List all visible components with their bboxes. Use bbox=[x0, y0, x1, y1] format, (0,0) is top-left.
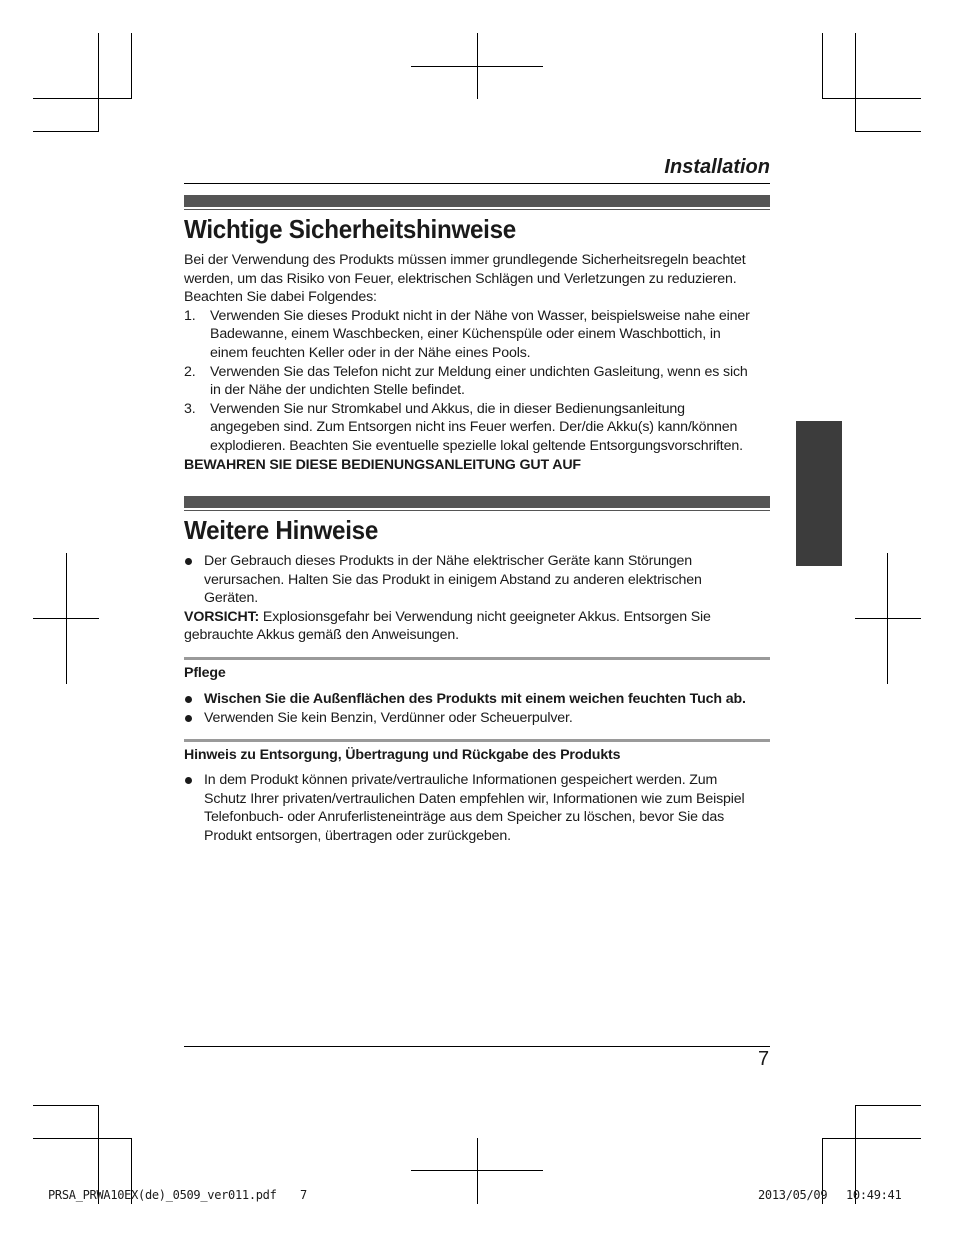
list-item bbox=[184, 690, 774, 709]
list-item bbox=[184, 400, 774, 456]
text-line: explodieren. Beachten Sie eventuelle spezielle lokal geltende Entsorgungsvorschriften. bbox=[210, 437, 743, 454]
text-line: Beachten Sie dabei Folgendes: bbox=[184, 289, 377, 306]
text-line: Verwenden Sie nur Stromkabel und Akkus, die in dieser Bedienungsanleitung bbox=[210, 400, 685, 417]
text-line: Verwenden Sie das Telefon nicht zur Meldung einer undichten Gasleitung, wenn es sich bbox=[210, 363, 748, 380]
bullet-icon bbox=[185, 777, 192, 784]
section-band bbox=[184, 195, 770, 207]
section-title-further: Weitere Hinweise bbox=[184, 515, 378, 545]
list-item bbox=[184, 552, 774, 608]
subsection-rule bbox=[184, 739, 770, 742]
text-line: werden, um das Risiko von Feuer, elektrischen Schlägen und Verletzungen zu reduzieren. bbox=[184, 270, 737, 287]
item-number: 1. bbox=[184, 307, 196, 324]
text-line: verursachen. Halten Sie das Produkt in einigem Abstand zu anderen elektrischen bbox=[204, 571, 702, 588]
footer-rule bbox=[184, 1046, 770, 1047]
safety-intro bbox=[184, 251, 774, 474]
text-line: Verwenden Sie dieses Produkt nicht in der Nähe von Wasser, beispielsweise nahe einer bbox=[210, 307, 750, 324]
text-line: Badewanne, einem Waschbecken, einer Küchenspüle oder einem Waschbottich, in bbox=[210, 326, 721, 343]
print-date: 2013/05/09 bbox=[758, 1188, 828, 1202]
running-header: Installation bbox=[664, 156, 770, 178]
header-rule bbox=[184, 183, 770, 184]
disposal-list bbox=[184, 771, 774, 845]
caution-line bbox=[184, 608, 774, 627]
text-line: angegeben sind. Zum Entsorgen nicht ins Feuer werfen. Der/die Akku(s) kann/können bbox=[210, 419, 738, 436]
text-line: Schutz Ihrer privaten/vertraulichen Daten empfehlen wir, Informationen wie zum Beispiel bbox=[204, 790, 745, 807]
further-notes bbox=[184, 552, 774, 645]
section-band-line bbox=[184, 209, 770, 210]
page-number: 7 bbox=[758, 1048, 770, 1070]
section-band bbox=[184, 496, 770, 508]
bullet-icon bbox=[185, 558, 192, 565]
text-line: einem feuchten Keller oder in der Nähe eines Pools. bbox=[210, 344, 531, 361]
list-item bbox=[184, 771, 774, 845]
text-line: In dem Produkt können private/vertrauliche Informationen gespeichert werden. Zum bbox=[204, 772, 718, 788]
text-line: Wischen Sie die Außenflächen des Produkts mit einem weichen feuchten Tuch ab. bbox=[204, 691, 746, 707]
keep-notice: BEWAHREN SIE DIESE BEDIENUNGSANLEITUNG GUT AUF bbox=[184, 456, 581, 473]
text-line: Bei der Verwendung des Produkts müssen immer grundlegende Sicherheitsregeln beachtet bbox=[184, 252, 746, 268]
caution-text: Explosionsgefahr bei Verwendung nicht geeigneter Akkus. Entsorgen Sie bbox=[259, 608, 711, 625]
text-line: in der Nähe der undichten Stelle befindet. bbox=[210, 382, 465, 399]
care-list bbox=[184, 690, 774, 727]
bullet-icon bbox=[185, 715, 192, 722]
list-item bbox=[184, 709, 774, 728]
caution-label: VORSICHT: bbox=[184, 608, 260, 625]
text-line: Produkt entsorgen, übertragen oder zurückgeben. bbox=[204, 827, 511, 844]
item-number: 3. bbox=[184, 400, 196, 417]
print-time: 10:49:41 bbox=[846, 1188, 902, 1202]
text-line: Geräten. bbox=[204, 590, 259, 607]
text-line: Der Gebrauch dieses Produkts in der Nähe elektrischer Geräte kann Störungen bbox=[204, 553, 692, 569]
list-item bbox=[184, 307, 774, 363]
section-band-line bbox=[184, 510, 770, 511]
text-line: gebrauchte Akkus gemäß den Anweisungen. bbox=[184, 627, 459, 644]
subsection-heading-disposal: Hinweis zu Entsorgung, Übertragung und Rückgabe des Produkts bbox=[184, 747, 621, 763]
subsection-heading-care: Pflege bbox=[184, 665, 226, 681]
bullet-icon bbox=[185, 696, 192, 703]
list-item bbox=[184, 363, 774, 400]
section-title-safety: Wichtige Sicherheitshinweise bbox=[184, 214, 516, 244]
subsection-rule bbox=[184, 657, 770, 660]
text-line: Verwenden Sie kein Benzin, Verdünner oder Scheuerpulver. bbox=[204, 709, 573, 726]
print-page: 7 bbox=[300, 1188, 307, 1202]
side-tab-marker bbox=[796, 421, 842, 566]
item-number: 2. bbox=[184, 363, 196, 380]
text-line: Telefonbuch- oder Anruferlisteneinträge aus dem Speicher zu löschen, bevor Sie das bbox=[204, 809, 725, 826]
print-file-name: PRSA_PRWA10EX(de)_0509_ver011.pdf bbox=[48, 1188, 277, 1202]
